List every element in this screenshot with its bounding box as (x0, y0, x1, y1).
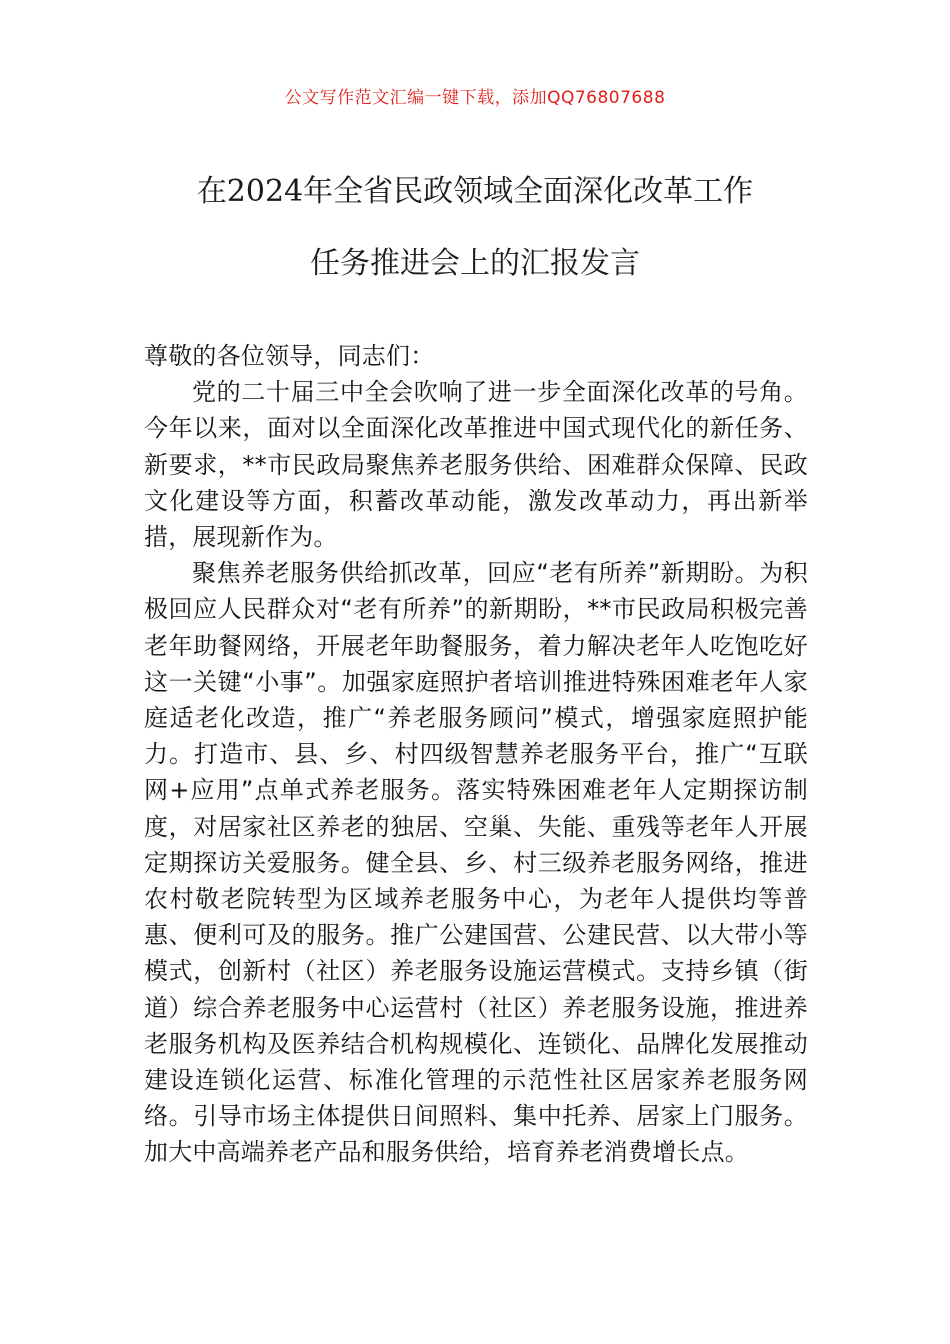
document-body (144, 338, 808, 1171)
paragraph-intro: 党的二十届三中全会吹响了进一步全面深化改革的号角。今年以来，面对以全面深化改革推进中国式现代化的新任务、新要求，**市民政局聚焦养老服务供给、困难群众保障、民政文化建设等方面，积蓄改革动能，激发改革动力，再出新举措，展现新作为。 (144, 378, 808, 552)
title-line-1: 在2024年全省民政领域全面深化改革工作 (196, 174, 754, 209)
download-promo-note: 公文写作范文汇编一键下载，添加QQ76807688 (284, 88, 666, 108)
salutation: 尊敬的各位领导，同志们： (144, 342, 435, 370)
document-title (0, 172, 950, 316)
paragraph-elderly-care: 聚焦养老服务供给抓改革，回应“老有所养”新期盼。为积极回应人民群众对“老有所养”的新期盼，**市民政局积极完善老年助餐网络，开展老年助餐服务，着力解决老年人吃饱吃好这一关键“小事”。加强家庭照护者培训推进特殊困难老年人家庭适老化改造，推广“养老服务顾问”模式，增强家庭照护能力。打造市、县、乡、村四级智慧养老服务平台，推广“互联网+应用”点单式养老服务。落实特殊困难老年人定期探访制度，对居家社区养老的独居、空巢、失能、重残等老年人开展定期探访关爱服务。健全县、乡、村三级养老服务网络，推进农村敬老院转型为区域养老服务中心，为老年人提供均等普惠、便利可及的服务。推广公建国营、公建民营、以大带小等模式，创新村（社区）养老服务设施运营模式。支持乡镇（街道）综合养老服务中心运营村（社区）养老服务设施，推进养老服务机构及医养结合机构规模化、连锁化、品牌化发展推动建设连锁化运营、标准化管理的示范性社区居家养老服务网络。引导市场主体提供日间照料、集中托养、居家上门服务。加大中高端养老产品和服务供给，培育养老消费增长点。 (144, 559, 808, 1167)
title-line-2: 任务推进会上的汇报发言 (310, 246, 640, 281)
